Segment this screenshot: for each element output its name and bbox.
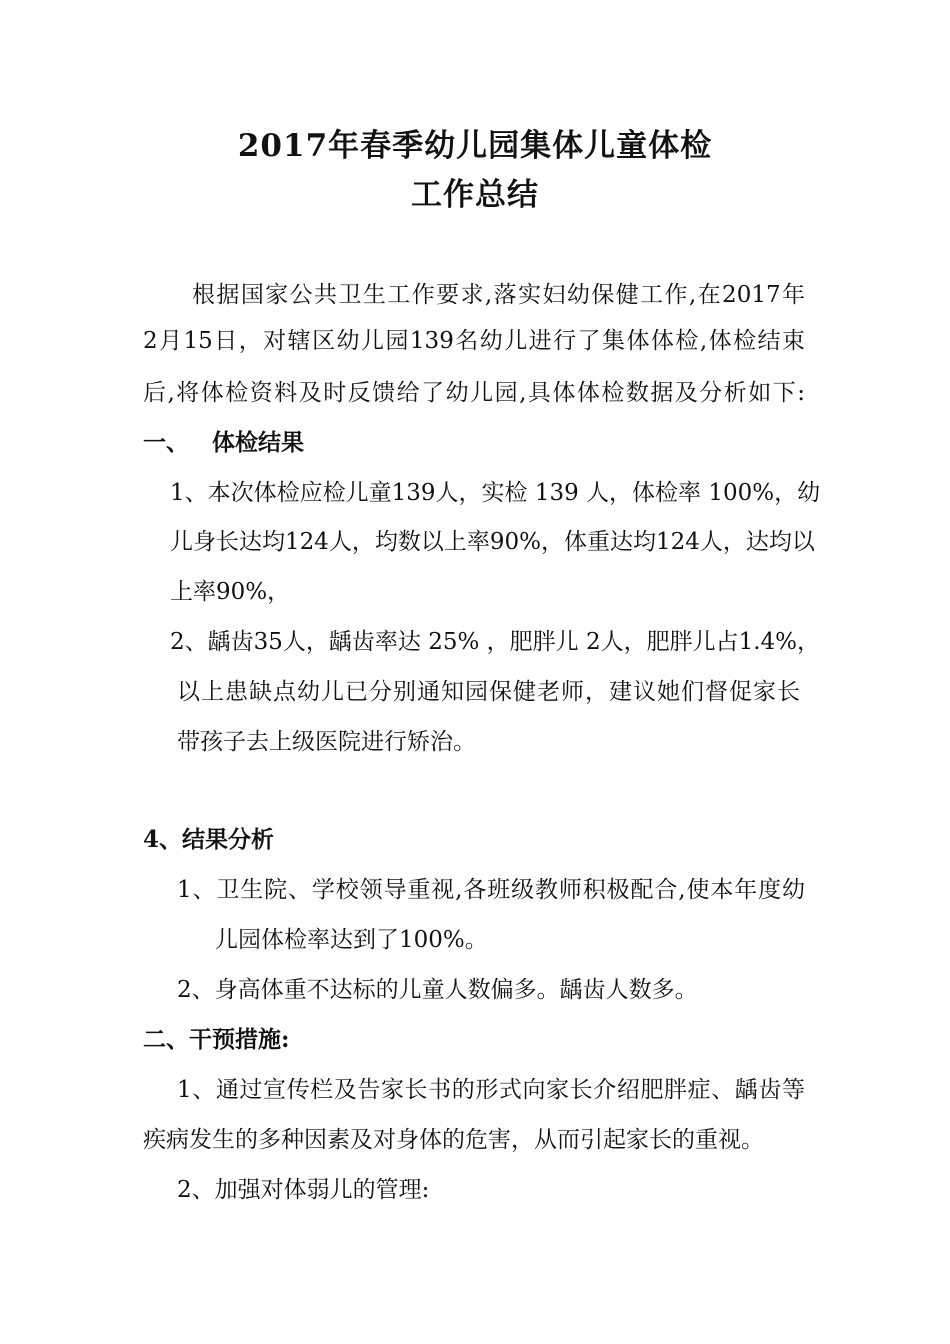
- section-4-item-2: 2、身高体重不达标的儿童人数偏多。龋齿人数多。: [177, 977, 698, 1003]
- intro-line-2: 2月15日，对辖区幼儿园139名幼儿进行了集体体检,体检结束: [143, 328, 805, 354]
- section-1-item-2-line-2: 以上患缺点幼儿已分别通知园保健老师，建议她们督促家长: [177, 679, 800, 705]
- intro-line-1: 根据国家公共卫生工作要求,落实妇幼保健工作,在2017年: [192, 282, 805, 308]
- section-1-item-1-line-3: 上率90%，: [170, 579, 291, 605]
- section-1-item-1-line-2: 儿身长达均124人，均数以上率90%，体重达均124人，达均以: [170, 529, 815, 555]
- section-2-item-1-line-2: 疾病发生的多种因素及对身体的危害，从而引起家长的重视。: [143, 1127, 764, 1153]
- section-2-item-1-line-1: 1、通过宣传栏及告家长书的形式向家长介绍肥胖症、龋齿等: [177, 1077, 805, 1103]
- section-1-item-2-line-1: 2、龋齿35人，龋齿率达 25% ，肥胖儿 2人，肥胖儿占1.4%，: [170, 629, 821, 655]
- section-4-heading: 4、结果分析: [143, 826, 275, 853]
- document-title-line2: 工作总结: [411, 177, 539, 213]
- section-4-item-1-line-1: 1、卫生院、学校领导重视,各班级教师积极配合,使本年度幼: [177, 877, 805, 903]
- section-2-item-2: 2、加强对体弱儿的管理:: [177, 1177, 430, 1203]
- section-2-heading: 二、干预措施:: [143, 1026, 290, 1053]
- section-1-item-2-line-3: 带孩子去上级医院进行矫治。: [177, 729, 476, 755]
- section-1-item-1-line-1: 1、本次体检应检儿童139人，实检 139 人，体检率 100%，幼: [170, 480, 821, 506]
- section-4-item-1-line-2: 儿园体检率达到了100%。: [215, 927, 488, 953]
- section-1-number: 一、: [143, 429, 189, 456]
- section-1-heading: 体检结果: [212, 429, 304, 456]
- document-title-line1: 2017年春季幼儿园集体儿童体检: [237, 128, 713, 164]
- intro-line-3: 后,将体检资料及时反馈给了幼儿园,具体体检数据及分析如下:: [143, 380, 805, 406]
